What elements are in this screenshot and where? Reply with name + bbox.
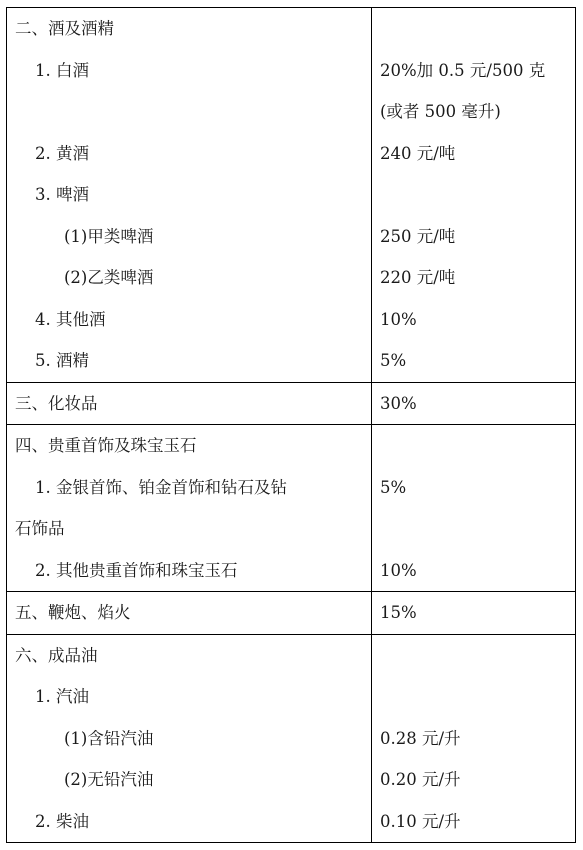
item-label: 2. 其他贵重首饰和珠宝玉石 [35,560,238,580]
item-cell [7,676,372,718]
rate-value [372,425,575,467]
table-row [7,299,576,341]
item-label: 五、鞭炮、焰火 [15,603,131,622]
item-cell [7,91,372,133]
item-label: 2. 柴油 [35,811,89,831]
item-label: (2)乙类啤酒 [64,268,154,287]
table-row [7,8,576,50]
item-label: 二、酒及酒精 [15,19,114,38]
table-row [7,340,576,382]
item-cell [7,299,372,341]
rate-cell [372,174,576,216]
item-cell [7,550,372,592]
rate-value: 0.20 元/升 [380,770,461,789]
rate-cell [372,801,576,843]
item-cell [7,257,372,299]
item-label: 3. 啤酒 [35,185,89,204]
item-label: 石饰品 [15,519,65,538]
tax-rate-table-body [7,8,576,843]
item-cell [7,50,372,92]
rate-cell [372,676,576,718]
item-cell [7,216,372,258]
rate-cell [372,592,576,635]
table-row [7,759,576,801]
rate-cell [372,759,576,801]
rate-cell [372,8,576,50]
rate-value: (或者 500 毫升) [380,102,501,121]
item-cell [7,634,372,676]
item-label: (2)无铅汽油 [64,770,154,789]
item-label: 2. 黄酒 [35,143,89,163]
rate-cell [372,299,576,341]
item-cell [7,592,372,635]
rate-cell [372,50,576,92]
item-label: 4. 其他酒 [35,309,106,329]
item-cell [7,801,372,843]
table-row [7,91,576,133]
table-row [7,174,576,216]
rate-cell [372,550,576,592]
rate-value [372,8,575,50]
table-row [7,592,576,635]
rate-value: 220 元/吨 [380,268,456,287]
tax-rate-table [6,7,576,843]
rate-value: 0.28 元/升 [380,728,461,748]
rate-cell [372,216,576,258]
rate-value: 10% [380,560,417,580]
item-label: 六、成品油 [15,645,98,665]
item-cell [7,759,372,801]
table-row [7,550,576,592]
table-row [7,257,576,299]
rate-cell [372,425,576,467]
rate-cell [372,382,576,425]
item-cell [7,174,372,216]
rate-value [372,635,575,677]
rate-value: 5% [380,477,407,497]
table-row [7,50,576,92]
rate-value: 15% [380,603,417,622]
rate-cell [372,340,576,382]
item-label: 三、化妆品 [15,393,98,413]
rate-cell [372,133,576,175]
item-cell [7,8,372,50]
item-label: 1. 白酒 [35,60,89,80]
item-label: (1)含铅汽油 [64,728,154,748]
table-row [7,634,576,676]
table-row [7,133,576,175]
table-row [7,508,576,550]
rate-cell [372,91,576,133]
item-label: 1. 汽油 [35,687,89,706]
item-cell [7,467,372,509]
rate-value: 30% [380,393,417,413]
rate-value [372,676,575,718]
item-label [7,91,371,133]
item-cell [7,133,372,175]
rate-value: 0.10 元/升 [380,811,461,831]
table-row [7,467,576,509]
rate-cell [372,467,576,509]
rate-value: 240 元/吨 [380,143,456,163]
item-cell [7,340,372,382]
table-row [7,425,576,467]
rate-cell [372,718,576,760]
table-row [7,801,576,843]
item-label: 四、贵重首饰及珠宝玉石 [15,436,197,455]
table-row [7,718,576,760]
item-label: 1. 金银首饰、铂金首饰和钻石及钻 [35,477,287,497]
rate-value [372,174,575,216]
item-cell [7,382,372,425]
rate-value: 5% [380,351,407,370]
item-label: 5. 酒精 [35,351,89,370]
rate-cell [372,257,576,299]
table-row [7,382,576,425]
rate-cell [372,508,576,550]
rate-value [372,508,575,550]
item-cell [7,508,372,550]
rate-value: 20%加 0.5 元/500 克 [380,60,546,80]
item-cell [7,425,372,467]
item-label: (1)甲类啤酒 [64,226,154,246]
item-cell [7,718,372,760]
table-row [7,216,576,258]
rate-value: 10% [380,309,417,329]
rate-value: 250 元/吨 [380,226,456,246]
rate-cell [372,634,576,676]
table-row [7,676,576,718]
